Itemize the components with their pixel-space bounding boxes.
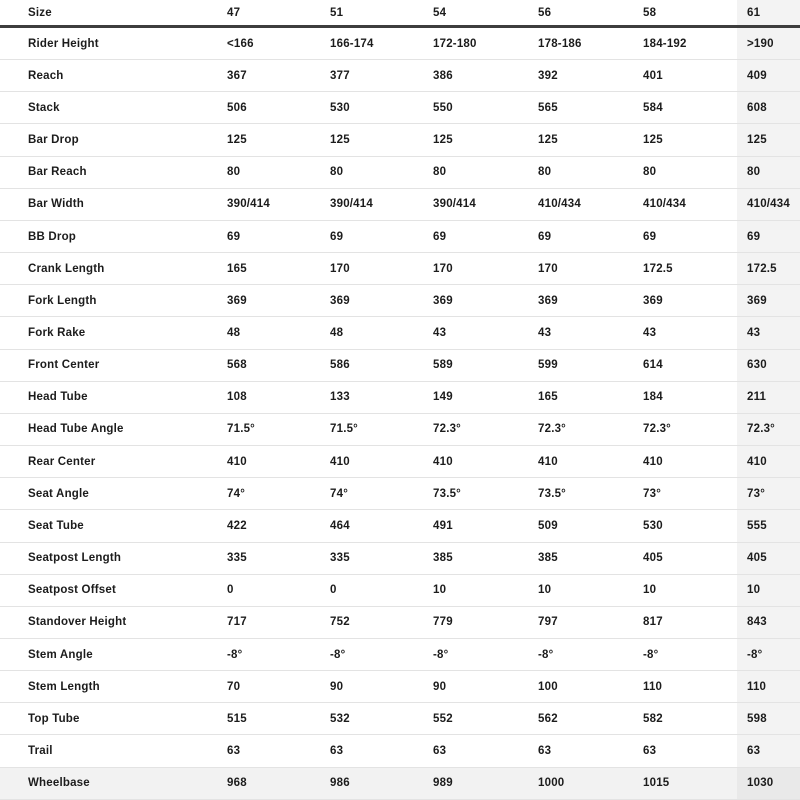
cell-value: 73° [737, 478, 800, 509]
cell-value: 552 [433, 712, 453, 725]
cell-value: 410 [538, 455, 558, 468]
cell-value: 390/414 [330, 198, 373, 211]
cell-value: 72.3° [643, 423, 671, 436]
cell-value: 63 [737, 735, 800, 766]
header-cell-47: 47 [227, 6, 241, 19]
table-row [0, 317, 800, 349]
row-label: Top Tube [28, 712, 80, 725]
cell-value: 515 [227, 712, 247, 725]
row-label: Crank Length [28, 262, 105, 275]
cell-value: 69 [227, 230, 241, 243]
row-label: Seat Tube [28, 519, 84, 532]
cell-value: 48 [227, 326, 241, 339]
cell-value: 843 [737, 607, 800, 638]
cell-value: 608 [737, 92, 800, 123]
table-row [0, 446, 800, 478]
cell-value: 410 [737, 446, 800, 477]
cell-value: 80 [330, 166, 344, 179]
table-body [0, 28, 800, 800]
table-row [0, 350, 800, 382]
cell-value: 401 [643, 69, 663, 82]
row-label: Bar Width [28, 198, 84, 211]
cell-value: 410/434 [737, 189, 800, 220]
cell-value: 582 [643, 712, 663, 725]
cell-value: 410 [433, 455, 453, 468]
cell-value: 170 [433, 262, 453, 275]
cell-value: 170 [330, 262, 350, 275]
header-cell-size: Size [28, 6, 52, 19]
cell-value: 178-186 [538, 37, 582, 50]
table-header-row [0, 0, 800, 28]
cell-value: 386 [433, 69, 453, 82]
cell-value: <166 [227, 37, 254, 50]
row-label: Trail [28, 745, 53, 758]
cell-value: 369 [737, 285, 800, 316]
cell-value: 71.5° [330, 423, 358, 436]
cell-value: 70 [227, 680, 241, 693]
cell-value: 165 [227, 262, 247, 275]
table-row [0, 543, 800, 575]
row-label: Fork Rake [28, 326, 86, 339]
cell-value: 69 [538, 230, 552, 243]
row-label: Bar Reach [28, 166, 87, 179]
cell-value: 550 [433, 101, 453, 114]
cell-value: 0 [227, 584, 234, 597]
cell-value: -8° [538, 648, 554, 661]
cell-value: 80 [643, 166, 657, 179]
cell-value: -8° [330, 648, 346, 661]
cell-value: 108 [227, 391, 247, 404]
cell-value: 717 [227, 616, 247, 629]
cell-value: 555 [737, 510, 800, 541]
cell-value: 752 [330, 616, 350, 629]
header-cell-54: 54 [433, 6, 447, 19]
table-row [0, 735, 800, 767]
row-label: Stem Length [28, 680, 100, 693]
cell-value: 125 [737, 124, 800, 155]
cell-value: 405 [737, 543, 800, 574]
cell-value: 43 [737, 317, 800, 348]
row-label: BB Drop [28, 230, 77, 243]
cell-value: 410 [643, 455, 663, 468]
row-label: Seatpost Length [28, 552, 122, 565]
header-cell-51: 51 [330, 6, 344, 19]
cell-value: 422 [227, 519, 247, 532]
cell-value: 369 [538, 294, 558, 307]
cell-value: 80 [737, 157, 800, 188]
table-row [0, 253, 800, 285]
header-cell-61: 61 [737, 0, 800, 25]
row-label: Standover Height [28, 616, 127, 629]
header-cell-56: 56 [538, 6, 552, 19]
cell-value: 72.3° [538, 423, 566, 436]
cell-value: 369 [227, 294, 247, 307]
cell-value: 385 [433, 552, 453, 565]
cell-value: 172.5 [643, 262, 673, 275]
cell-value: 410/434 [538, 198, 581, 211]
cell-value: 562 [538, 712, 558, 725]
cell-value: 392 [538, 69, 558, 82]
cell-value: 409 [737, 60, 800, 91]
cell-value: 80 [538, 166, 552, 179]
table-row [0, 189, 800, 221]
cell-value: 509 [538, 519, 558, 532]
cell-value: 184 [643, 391, 663, 404]
cell-value: 80 [227, 166, 241, 179]
cell-value: 568 [227, 359, 247, 372]
row-label: Head Tube [28, 391, 88, 404]
table-row [0, 414, 800, 446]
cell-value: 125 [227, 134, 247, 147]
cell-value: 149 [433, 391, 453, 404]
cell-value: 817 [643, 616, 663, 629]
cell-value: 377 [330, 69, 350, 82]
cell-value: 69 [330, 230, 344, 243]
cell-value: 63 [433, 745, 447, 758]
cell-value: 1000 [528, 768, 633, 799]
cell-value: 369 [643, 294, 663, 307]
cell-value: 565 [538, 101, 558, 114]
cell-value: 968 [217, 768, 320, 799]
table-row [0, 607, 800, 639]
cell-value: -8° [433, 648, 449, 661]
cell-value: 369 [330, 294, 350, 307]
cell-value: 72.3° [737, 414, 800, 445]
cell-value: 71.5° [227, 423, 255, 436]
cell-value: 584 [643, 101, 663, 114]
cell-value: 63 [227, 745, 241, 758]
cell-value: 614 [643, 359, 663, 372]
row-label: Fork Length [28, 294, 97, 307]
cell-value: 69 [643, 230, 657, 243]
table-row [0, 510, 800, 542]
table-row [0, 285, 800, 317]
row-label: Head Tube Angle [28, 423, 124, 436]
row-label: Rear Center [28, 455, 96, 468]
cell-value: 335 [227, 552, 247, 565]
cell-value: 589 [433, 359, 453, 372]
cell-value: 63 [330, 745, 344, 758]
cell-value: -8° [227, 648, 243, 661]
cell-value: 530 [330, 101, 350, 114]
cell-value: 63 [538, 745, 552, 758]
cell-value: 43 [433, 326, 447, 339]
row-label: Bar Drop [28, 134, 79, 147]
cell-value: 125 [643, 134, 663, 147]
cell-value: 165 [538, 391, 558, 404]
cell-value: 73.5° [538, 487, 566, 500]
cell-value: 779 [433, 616, 453, 629]
cell-value: 74° [227, 487, 245, 500]
cell-value: 73.5° [433, 487, 461, 500]
cell-value: -8° [643, 648, 659, 661]
cell-value: 630 [737, 350, 800, 381]
cell-value: 133 [330, 391, 350, 404]
table-row [0, 382, 800, 414]
cell-value: 10 [538, 584, 552, 597]
table-row [0, 60, 800, 92]
cell-value: 491 [433, 519, 453, 532]
cell-value: 405 [643, 552, 663, 565]
cell-value: 385 [538, 552, 558, 565]
cell-value: -8° [737, 639, 800, 670]
cell-value: 90 [433, 680, 447, 693]
cell-value: 172.5 [737, 253, 800, 284]
row-label: Stack [28, 101, 60, 114]
row-label: Seat Angle [28, 487, 90, 500]
cell-value: 986 [320, 768, 423, 799]
cell-value: 390/414 [227, 198, 270, 211]
table-row [0, 478, 800, 510]
cell-value: 125 [330, 134, 350, 147]
cell-value: 599 [538, 359, 558, 372]
table-row [0, 575, 800, 607]
cell-value: 125 [433, 134, 453, 147]
cell-value: 464 [330, 519, 350, 532]
cell-value: 367 [227, 69, 247, 82]
table-row [0, 703, 800, 735]
table-row [0, 28, 800, 60]
cell-value: 184-192 [643, 37, 687, 50]
cell-value: 74° [330, 487, 348, 500]
cell-value: 43 [643, 326, 657, 339]
cell-value: 1030 [737, 768, 800, 799]
cell-value: 0 [330, 584, 337, 597]
cell-value: 100 [538, 680, 558, 693]
cell-value: 69 [737, 221, 800, 252]
row-label: Reach [28, 69, 64, 82]
cell-value: 530 [643, 519, 663, 532]
cell-value: 110 [737, 671, 800, 702]
cell-value: 335 [330, 552, 350, 565]
cell-value: 80 [433, 166, 447, 179]
cell-value: 72.3° [433, 423, 461, 436]
cell-value: 369 [433, 294, 453, 307]
cell-value: 532 [330, 712, 350, 725]
cell-value: 110 [643, 680, 663, 693]
cell-value: >190 [737, 28, 800, 59]
row-label: Stem Angle [28, 648, 93, 661]
cell-value: 48 [330, 326, 344, 339]
cell-value: 1015 [633, 768, 737, 799]
cell-value: 797 [538, 616, 558, 629]
row-label: Rider Height [28, 37, 99, 50]
cell-value: 410 [330, 455, 350, 468]
cell-value: 90 [330, 680, 344, 693]
cell-value: 211 [737, 382, 800, 413]
table-row [0, 124, 800, 156]
row-label: Front Center [28, 359, 100, 372]
cell-value: 125 [538, 134, 558, 147]
cell-value: 166-174 [330, 37, 374, 50]
cell-value: 598 [737, 703, 800, 734]
table-row [0, 92, 800, 124]
cell-value: 989 [423, 768, 528, 799]
cell-value: 586 [330, 359, 350, 372]
cell-value: 10 [433, 584, 447, 597]
header-cell-58: 58 [643, 6, 657, 19]
cell-value: 73° [643, 487, 661, 500]
table-row [0, 768, 800, 800]
cell-value: 10 [643, 584, 657, 597]
row-label: Wheelbase [0, 768, 217, 799]
cell-value: 390/414 [433, 198, 476, 211]
table-row [0, 221, 800, 253]
cell-value: 170 [538, 262, 558, 275]
cell-value: 10 [737, 575, 800, 606]
table-row [0, 157, 800, 189]
cell-value: 69 [433, 230, 447, 243]
cell-value: 410/434 [643, 198, 686, 211]
cell-value: 43 [538, 326, 552, 339]
cell-value: 172-180 [433, 37, 477, 50]
row-label: Seatpost Offset [28, 584, 116, 597]
table-row [0, 639, 800, 671]
table-row [0, 671, 800, 703]
cell-value: 63 [643, 745, 657, 758]
cell-value: 410 [227, 455, 247, 468]
cell-value: 506 [227, 101, 247, 114]
